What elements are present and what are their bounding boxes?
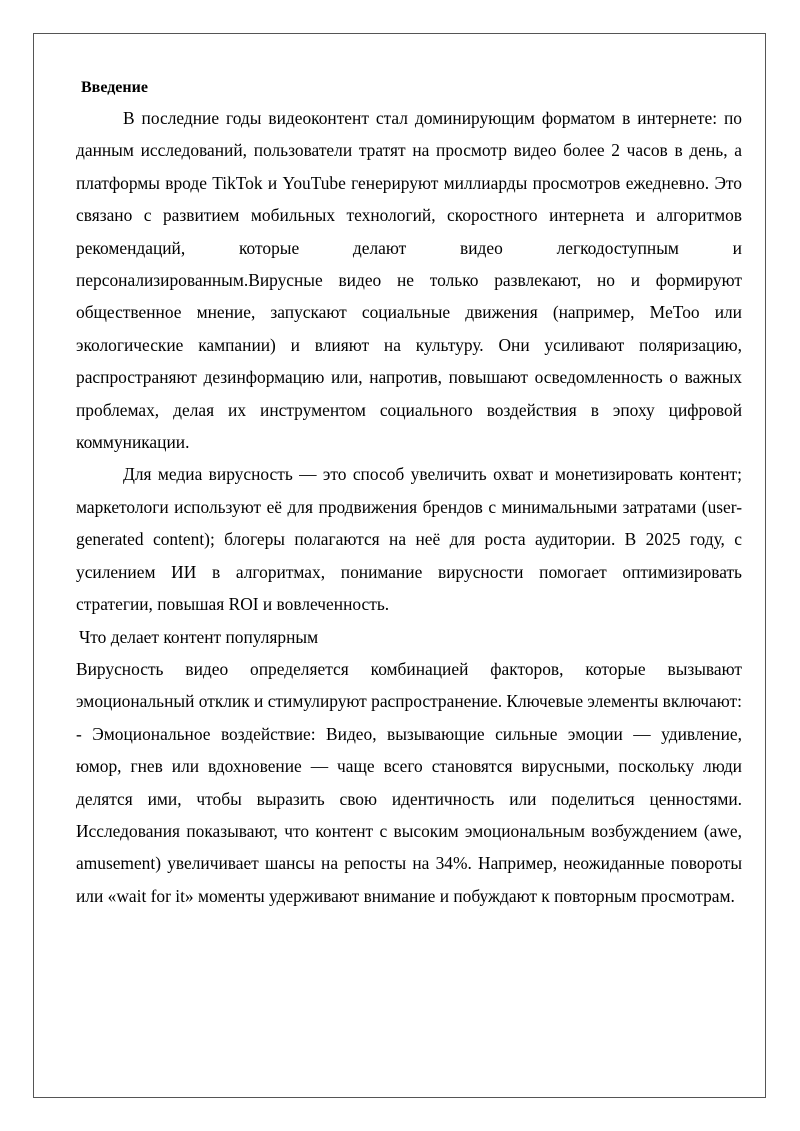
paragraph-factors: Вирусность видео определяется комбинацией факторов, которые вызывают эмоциональный отклик и стимулируют распространение. Ключевые элементы включают: xyxy=(76,658,742,712)
document-body xyxy=(76,74,742,912)
paragraph-media: Для медиа вирусность — это способ увеличить охват и монетизировать контент; маркетологи используют её для продвижения брендов с минимальными затратами (user-generated content); блогеры полагаются на неё для роста аудитории. В 2025 году, с усилением ИИ в алгоритмах, понимание вирусности помогает оптимизировать стратегии, повышая ROI и вовлеченность. xyxy=(76,464,742,615)
paragraph-emotional-impact: - Эмоциональное воздействие: Видео, вызывающие сильные эмоции — удивление, юмор, гнев или вдохновение — чаще всего становятся вирусными, поскольку люди делятся ими, чтобы выразить свою идентичность или поделиться ценностями. Исследования показывают, что контент с высоким эмоциональным возбуждением (awe, amusement) увеличивает шансы на репосты на 34%. Например, неожиданные повороты или «wait for it» моменты удерживают внимание и побуждают к повторным просмотрам. xyxy=(76,723,742,906)
subsection-heading: Что делает контент популярным xyxy=(79,626,319,647)
paragraph-intro: В последние годы видеоконтент стал доминирующим форматом в интернете: по данным исследований, пользователи тратят на просмотр видео более 2 часов в день, а платформы вроде TikTok и YouTube генерируют миллиарды просмотров ежедневно. Это связано с развитием мобильных технологий, скоростного интернета и алгоритмов рекомендаций, которые делают видео легкодоступным и персонализированным.Вирусные видео не только развлекают, но и формируют общественное мнение, запускают социальные движения (например, MeToo или экологические кампании) и влияют на культуру. Они усиливают поляризацию, распространяют дезинформацию или, напротив, повышают осведомленность о важных проблемах, делая их инструментом социального воздействия в эпоху цифровой коммуникации. xyxy=(76,108,742,453)
section-heading: Введение xyxy=(81,79,148,96)
